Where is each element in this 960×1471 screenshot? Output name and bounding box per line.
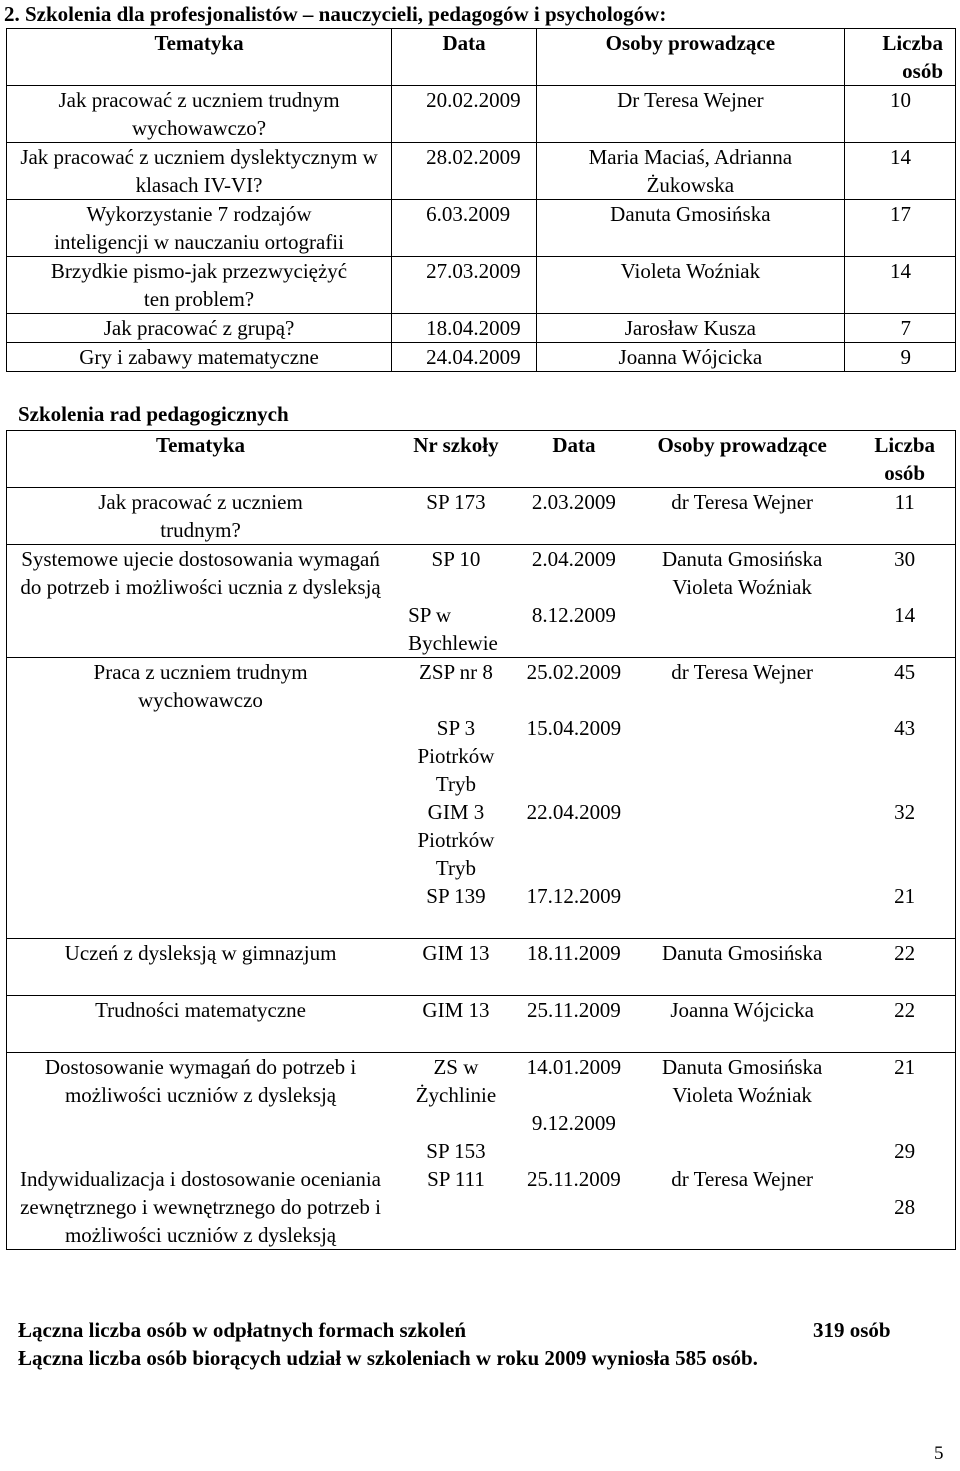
cell-school: GIM 13	[394, 996, 518, 1053]
cell-topic: Indywidualizacja i dostosowanie oceniania zewnętrznego i wewnętrznego do potrzeb i możliwości uczniów z dysleksją	[7, 1165, 395, 1250]
cell-topic: Praca z uczniem trudnym wychowawczo	[7, 658, 395, 939]
table-row	[7, 488, 956, 545]
school-entry: ZS w Żychlinie	[415, 1055, 497, 1107]
school-entry: SP 3 Piotrków Tryb	[417, 716, 495, 796]
table-row	[7, 143, 956, 200]
table-row	[7, 1165, 956, 1250]
school-entry: SP w Bychlewie	[408, 603, 498, 655]
summary-total: Łączna liczba osób biorących udział w szkoleniach w roku 2009 wyniosła 585 osób.	[18, 1346, 758, 1370]
school-entry: ZSP nr 8	[419, 660, 493, 684]
school-entry: SP 153	[426, 1139, 486, 1163]
table-row	[7, 86, 956, 143]
cell-count	[854, 658, 955, 939]
page-number: 5	[934, 1443, 944, 1464]
cell-leaders: Danuta Gmosińska Violeta Woźniak	[661, 1055, 823, 1107]
summary-paid-label: Łączna liczba osób w odpłatnych formach szkoleń	[18, 1318, 467, 1342]
header-count: Liczba osób	[844, 29, 955, 86]
cell-topic: Jak pracować z grupą?	[7, 314, 392, 343]
cell-count: 14	[844, 257, 955, 314]
cell-school	[394, 545, 518, 658]
date-entry: 22.04.2009	[526, 800, 622, 824]
cell-date	[518, 1053, 630, 1166]
table-header-row	[7, 431, 956, 488]
cell-count: 22	[854, 939, 955, 996]
date-entry: 8.12.2009	[531, 603, 616, 627]
cell-count: 28	[854, 1165, 955, 1250]
cell-count: 11	[854, 488, 955, 545]
header-school: Nr szkoły	[394, 431, 518, 488]
table-row	[7, 996, 956, 1053]
cell-date: 2.03.2009	[518, 488, 630, 545]
cell-leaders: Violeta Woźniak	[537, 257, 845, 314]
cell-topic: Jak pracować z uczniem dyslektycznym w klasach IV-VI?	[7, 143, 392, 200]
cell-date: 27.03.2009	[392, 257, 537, 314]
cell-leaders: Maria Maciaś, Adrianna Żukowska	[537, 143, 845, 200]
count-entry: 32	[894, 800, 916, 824]
count-entry: 21	[894, 1055, 916, 1079]
cell-count: 7	[844, 314, 955, 343]
cell-count: 10	[844, 86, 955, 143]
date-entry: 25.02.2009	[526, 660, 622, 684]
school-entry: GIM 3 Piotrków Tryb	[417, 800, 495, 880]
header-date: Data	[518, 431, 630, 488]
cell-topic: Dostosowanie wymagań do potrzeb i możliwości uczniów z dysleksją	[44, 1055, 357, 1107]
section-3-title: Szkolenia rad pedagogicznych	[18, 402, 289, 426]
cell-school: SP 111	[394, 1165, 518, 1250]
cell-topic: Jak pracować z uczniem trudnym?	[7, 488, 395, 545]
table-row	[7, 545, 956, 658]
cell-school: SP 173	[394, 488, 518, 545]
table-row	[7, 939, 956, 996]
table-row	[7, 257, 956, 314]
table-row	[7, 1053, 956, 1166]
date-entry: 17.12.2009	[526, 884, 622, 908]
date-entry: 9.12.2009	[531, 1111, 616, 1135]
cell-topic: Brzydkie pismo-jak przezwyciężyć ten problem?	[7, 257, 392, 314]
cell-date: 18.11.2009	[518, 939, 630, 996]
cell-leaders: Dr Teresa Wejner	[537, 86, 845, 143]
count-entry: 30	[894, 547, 916, 571]
count-entry: 21	[894, 884, 916, 908]
cell-count: 17	[844, 200, 955, 257]
date-entry: 14.01.2009	[526, 1055, 622, 1079]
header-topic: Tematyka	[7, 29, 392, 86]
count-entry: 45	[894, 660, 916, 684]
cell-leaders: dr Teresa Wejner	[630, 1165, 854, 1250]
cell-topic: Trudności matematyczne	[7, 996, 395, 1053]
cell-date: 25.11.2009	[518, 996, 630, 1053]
header-date: Data	[392, 29, 537, 86]
cell-topic: Gry i zabawy matematyczne	[7, 343, 392, 372]
cell-leaders: Joanna Wójcicka	[630, 996, 854, 1053]
cell-count: 22	[854, 996, 955, 1053]
teacher-councils-table	[6, 430, 956, 1250]
header-topic: Tematyka	[7, 431, 395, 488]
cell-topic: Jak pracować z uczniem trudnym wychowawczo?	[7, 86, 392, 143]
summary-paid-trainings	[18, 1316, 891, 1344]
cell-date	[518, 658, 630, 939]
count-entry: 14	[894, 603, 916, 627]
cell-leaders: Danuta Gmosińska	[537, 200, 845, 257]
cell-date: 24.04.2009	[392, 343, 537, 372]
school-entry: SP 10	[431, 547, 481, 571]
count-entry: 29	[894, 1139, 916, 1163]
summary-paid-value: 319 osób	[813, 1318, 891, 1342]
professionals-training-table	[6, 28, 956, 372]
cell-date	[518, 545, 630, 658]
table-row	[7, 343, 956, 372]
cell-school: GIM 13	[394, 939, 518, 996]
section-2-title: 2. Szkolenia dla profesjonalistów – nauczycieli, pedagogów i psychologów:	[4, 2, 667, 26]
count-entry: 43	[894, 716, 916, 740]
cell-date: 28.02.2009	[392, 143, 537, 200]
cell-count	[854, 545, 955, 658]
school-entry: SP 139	[426, 884, 486, 908]
cell-topic: Systemowe ujecie dostosowania wymagań do potrzeb i możliwości ucznia z dysleksją	[7, 545, 395, 658]
header-count: Liczba osób	[854, 431, 955, 488]
cell-date: 20.02.2009	[392, 86, 537, 143]
cell-leaders: Jarosław Kusza	[537, 314, 845, 343]
cell-count: 9	[844, 343, 955, 372]
header-leaders: Osoby prowadzące	[537, 29, 845, 86]
cell-school	[394, 658, 518, 939]
table-header-row	[7, 29, 956, 86]
cell-topic: Uczeń z dysleksją w gimnazjum	[7, 939, 395, 996]
cell-date: 6.03.2009	[392, 200, 537, 257]
header-leaders: Osoby prowadzące	[630, 431, 854, 488]
table-row	[7, 200, 956, 257]
cell-date: 25.11.2009	[518, 1165, 630, 1250]
cell-topic: Wykorzystanie 7 rodzajów inteligencji w nauczaniu ortografii	[7, 200, 392, 257]
cell-date: 18.04.2009	[392, 314, 537, 343]
cell-leaders: Danuta Gmosińska Violeta Woźniak	[630, 545, 854, 658]
cell-leaders: dr Teresa Wejner	[630, 488, 854, 545]
cell-leaders: Danuta Gmosińska	[630, 939, 854, 996]
date-entry: 15.04.2009	[526, 716, 622, 740]
cell-leaders: dr Teresa Wejner	[630, 658, 854, 939]
cell-count	[854, 1053, 955, 1166]
table-row	[7, 658, 956, 939]
table-row	[7, 314, 956, 343]
cell-count: 14	[844, 143, 955, 200]
cell-school	[394, 1053, 518, 1166]
cell-leaders: Joanna Wójcicka	[537, 343, 845, 372]
date-entry: 2.04.2009	[531, 547, 616, 571]
